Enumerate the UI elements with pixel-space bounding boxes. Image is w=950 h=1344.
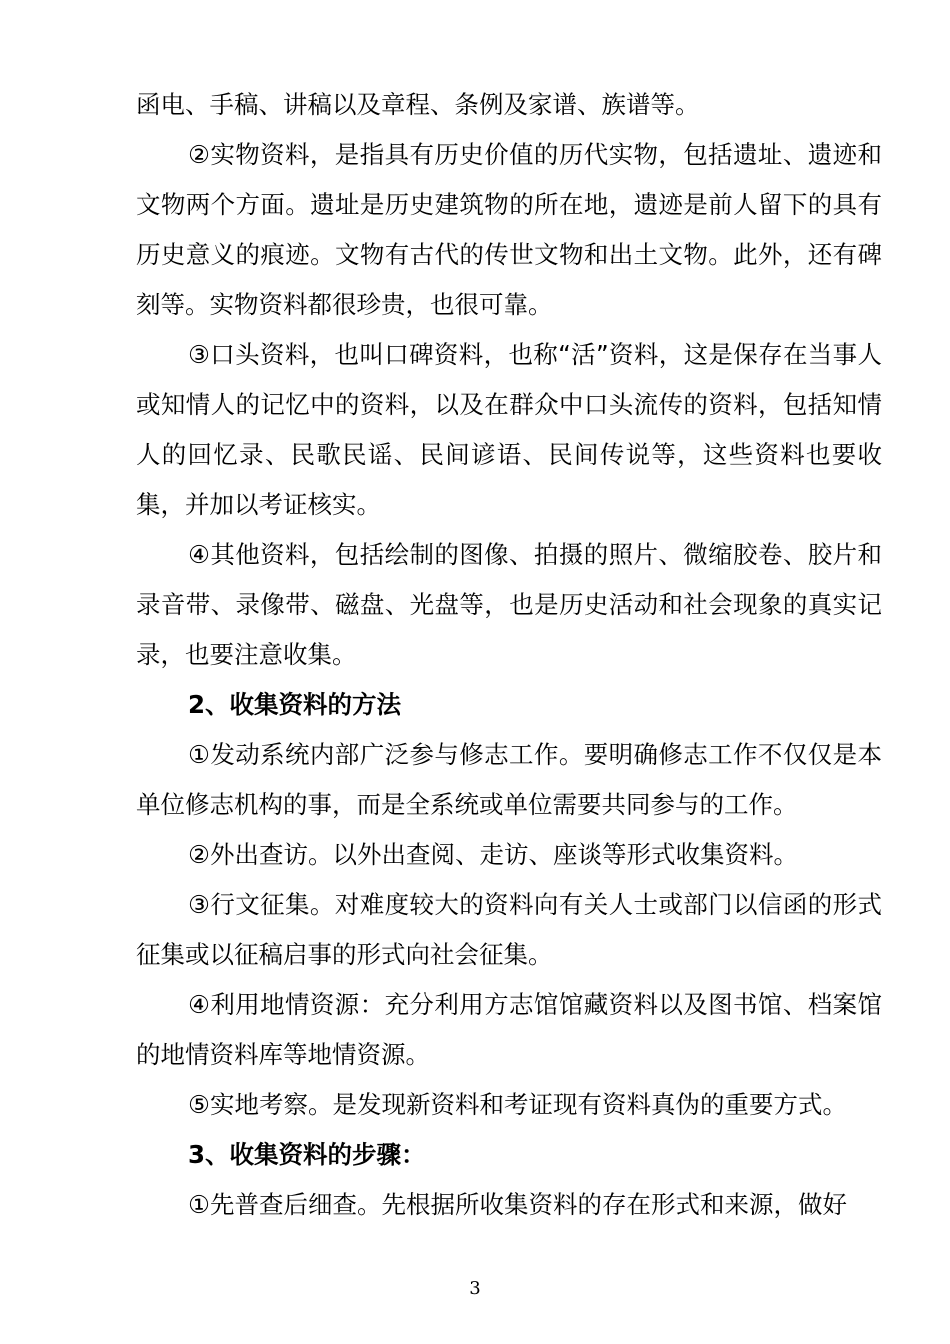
paragraph-method-visit: ②外出查访。以外出查阅、走访、座谈等形式收集资料。: [188, 840, 798, 869]
paragraph-physical-materials: ②实物资料，是指具有历史价值的历代实物，包括遗址、遗迹和文物两个方面。遗址是历史建筑物的所在地，遗迹是前人留下的具有历史意义的痕迹。文物有古代的传世文物和出土文物。此外，还有碑刻等。实物资料都很珍贵，也很可靠。: [136, 140, 882, 319]
section-heading-steps: 3、收集资料的步骤：: [188, 1140, 426, 1169]
paragraph-method-resources: ④利用地情资源：充分利用方志馆馆藏资料以及图书馆、档案馆的地情资料库等地情资源。: [136, 990, 882, 1069]
paragraph-method-internal: ①发动系统内部广泛参与修志工作。要明确修志工作不仅仅是本单位修志机构的事，而是全系统或单位需要共同参与的工作。: [136, 740, 882, 819]
paragraph-step-survey: ①先普查后细查。先根据所收集资料的存在形式和来源，做好: [188, 1190, 847, 1219]
paragraph-other-materials: ④其他资料，包括绘制的图像、拍摄的照片、微缩胶卷、胶片和录音带、录像带、磁盘、光盘等，也是历史活动和社会现象的真实记录，也要注意收集。: [136, 540, 882, 669]
page-number: 3: [469, 1278, 481, 1299]
paragraph-method-fieldwork: ⑤实地考察。是发现新资料和考证现有资料真伪的重要方式。: [188, 1090, 847, 1119]
body-text: [136, 80, 882, 1230]
paragraph-method-letters: ③行文征集。对难度较大的资料向有关人士或部门以信函的形式征集或以征稿启事的形式向社会征集。: [136, 890, 882, 969]
paragraph-oral-materials: ③口头资料，也叫口碑资料，也称“活”资料，这是保存在当事人或知情人的记忆中的资料，以及在群众中口头流传的资料，包括知情人的回忆录、民歌民谣、民间谚语、民间传说等，这些资料也要收集，并加以考证核实。: [136, 340, 882, 519]
section-heading-methods: 2、收集资料的方法: [188, 690, 402, 719]
paragraph-continuation: 函电、手稿、讲稿以及章程、条例及家谱、族谱等。: [136, 90, 700, 119]
